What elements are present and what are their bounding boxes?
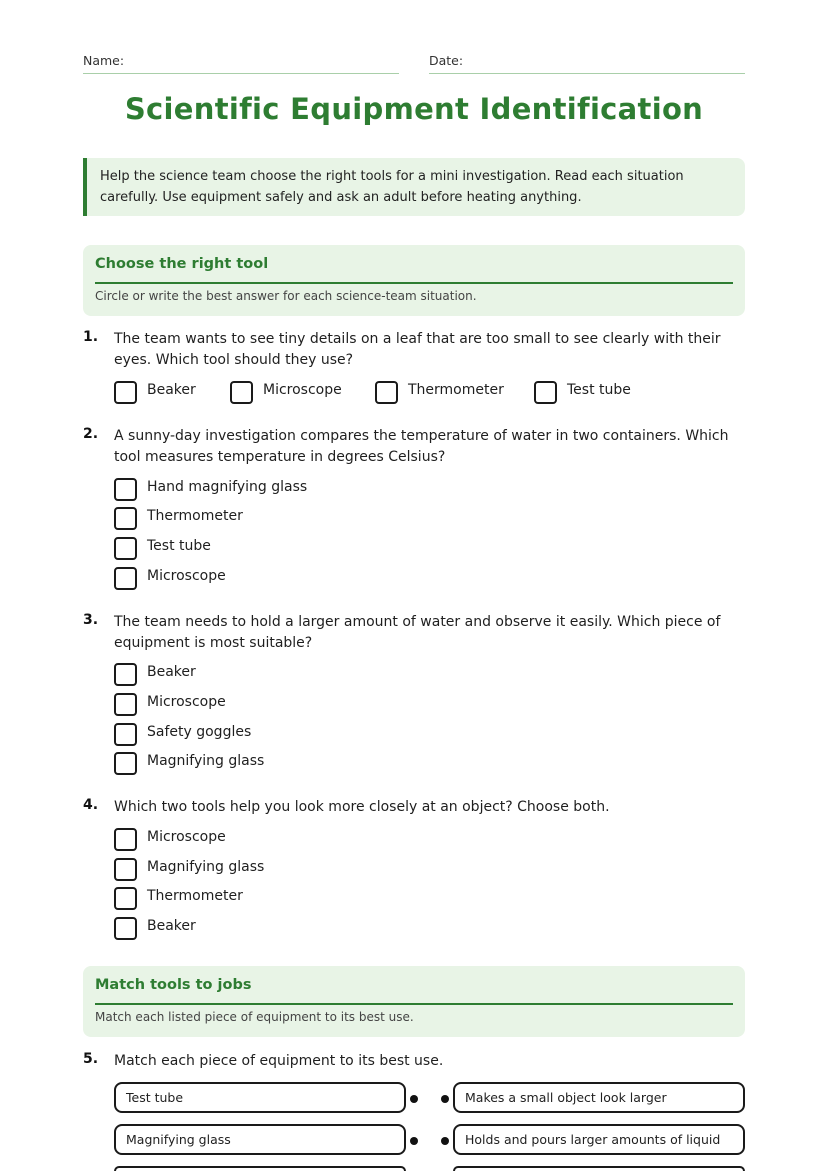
checkbox[interactable] — [114, 537, 137, 560]
name-field[interactable] — [83, 52, 399, 74]
section-subtitle: Match each listed piece of equipment to its best use. — [95, 1010, 414, 1024]
question-text: Match each piece of equipment to its best use. — [114, 1053, 444, 1069]
page-title: Scientific Equipment Identification — [124, 92, 704, 126]
option-label: Hand magnifying glass — [147, 479, 308, 495]
option-label: Microscope — [263, 382, 342, 398]
checkbox[interactable] — [114, 917, 137, 940]
section-choose-tool — [83, 245, 745, 316]
section-title: Match tools to jobs — [95, 977, 252, 993]
checkbox[interactable] — [114, 381, 137, 404]
checkbox[interactable] — [534, 381, 557, 404]
option-label: Microscope — [147, 829, 226, 845]
match-connector-dot[interactable] — [441, 1137, 449, 1145]
question-number: 5. — [83, 1051, 99, 1067]
name-label: Name: — [83, 53, 125, 68]
checkbox[interactable] — [375, 381, 398, 404]
option-label: Magnifying glass — [147, 859, 265, 875]
question-text: A sunny-day investigation compares the temperature of water in two containers. Which tool measures temperature in degrees Celsius? — [114, 428, 729, 465]
question-number: 2. — [83, 426, 99, 442]
question-text: The team needs to hold a larger amount of water and observe it easily. Which piece of equipment is most suitable? — [114, 614, 721, 651]
option-label: Test tube — [567, 382, 631, 398]
match-item-left — [114, 1166, 406, 1171]
match-connector-dot[interactable] — [410, 1137, 418, 1145]
option-label: Thermometer — [147, 888, 243, 904]
checkbox[interactable] — [114, 663, 137, 686]
match-item-right — [453, 1166, 745, 1171]
checkbox[interactable] — [230, 381, 253, 404]
question-number: 3. — [83, 612, 99, 628]
option-label: Safety goggles — [147, 724, 252, 740]
option-label: Magnifying glass — [147, 753, 265, 769]
option-label: Beaker — [147, 664, 196, 680]
match-connector-dot[interactable] — [441, 1095, 449, 1103]
name-date-row — [83, 52, 745, 74]
match-item-right: Holds and pours larger amounts of liquid — [453, 1124, 745, 1155]
intro-callout — [83, 158, 745, 216]
checkbox[interactable] — [114, 693, 137, 716]
match-item-left: Test tube — [114, 1082, 406, 1113]
section-title: Choose the right tool — [95, 256, 269, 272]
question-number: 4. — [83, 797, 99, 813]
checkbox[interactable] — [114, 887, 137, 910]
section-subtitle: Circle or write the best answer for each science-team situation. — [95, 289, 477, 303]
checkbox[interactable] — [114, 567, 137, 590]
section-divider — [95, 1003, 733, 1005]
option-label: Thermometer — [408, 382, 504, 398]
option-label: Beaker — [147, 918, 196, 934]
option-label: Thermometer — [147, 508, 243, 524]
checkbox[interactable] — [114, 752, 137, 775]
question-text: The team wants to see tiny details on a leaf that are too small to see clearly with their eyes. Which tool should they use? — [114, 331, 721, 368]
date-field[interactable] — [429, 52, 745, 74]
option-label: Beaker — [147, 382, 196, 398]
match-connector-dot[interactable] — [410, 1095, 418, 1103]
intro-text: Help the science team choose the right tools for a mini investigation. Read each situation carefully. Use equipment safely and ask an adult before heating anything. — [100, 169, 684, 205]
checkbox[interactable] — [114, 723, 137, 746]
option-label: Microscope — [147, 568, 226, 584]
checkbox[interactable] — [114, 858, 137, 881]
option-label: Test tube — [147, 538, 211, 554]
question-number: 1. — [83, 329, 99, 345]
match-item-left: Magnifying glass — [114, 1124, 406, 1155]
checkbox[interactable] — [114, 507, 137, 530]
date-label: Date: — [429, 53, 464, 68]
section-match-tools — [83, 966, 745, 1037]
checkbox[interactable] — [114, 478, 137, 501]
option-label: Microscope — [147, 694, 226, 710]
section-divider — [95, 282, 733, 284]
question-text: Which two tools help you look more closely at an object? Choose both. — [114, 799, 610, 815]
match-item-right: Makes a small object look larger — [453, 1082, 745, 1113]
checkbox[interactable] — [114, 828, 137, 851]
